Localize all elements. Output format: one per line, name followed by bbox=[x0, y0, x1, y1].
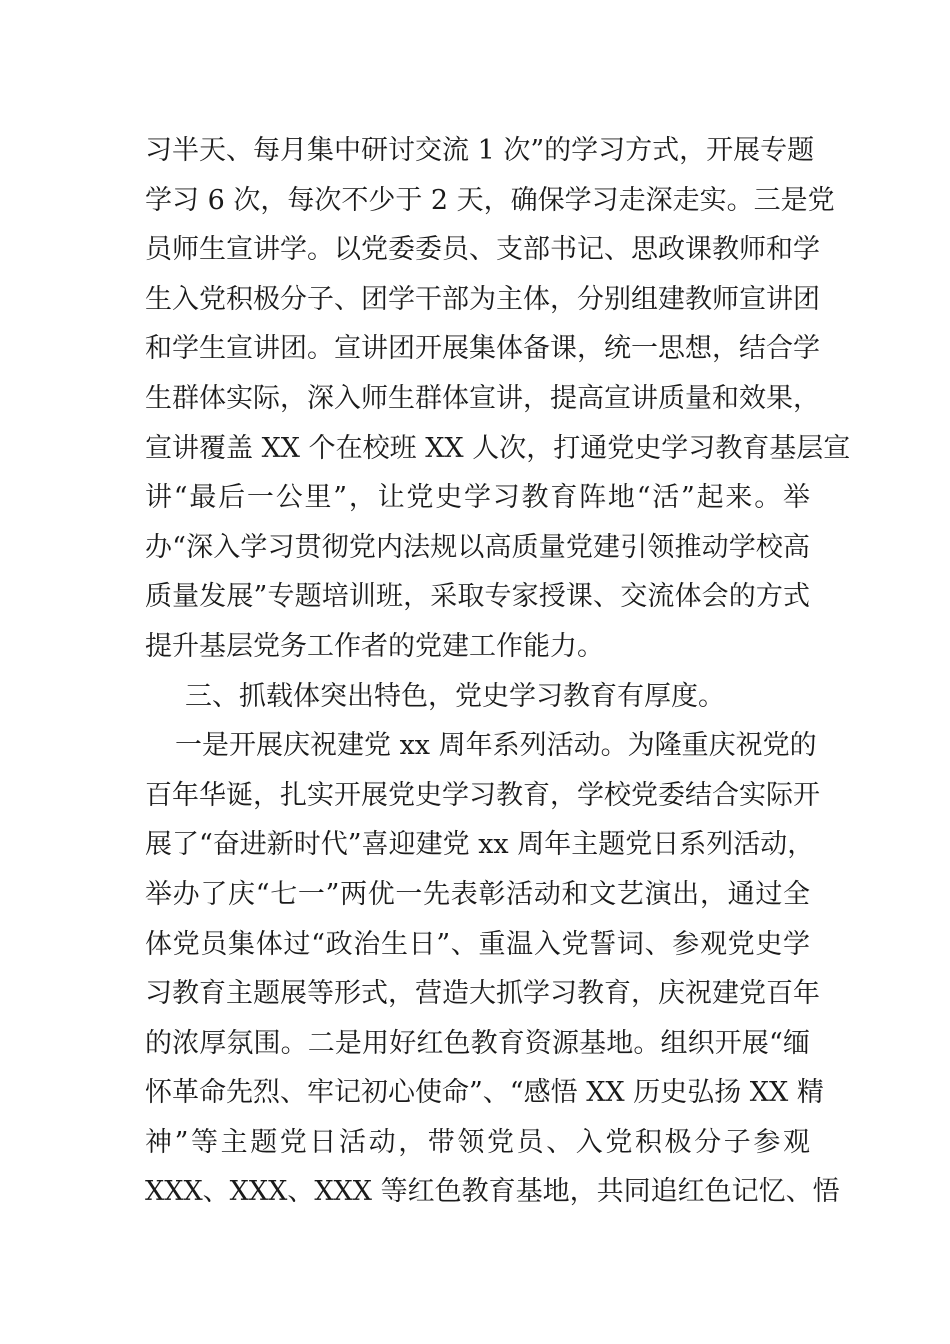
text-line: 宣讲覆盖 XX 个在校班 XX 人次，打通党史学习教育基层宣 bbox=[145, 432, 851, 464]
text-line: 百年华诞，扎实开展党史学习教育，学校党委结合实际开 bbox=[145, 779, 820, 811]
text-line: 员师生宣讲学。以党委委员、支部书记、思政课教师和学 bbox=[145, 234, 820, 266]
text-line: 体党员集体过“政治生日”、重温入党誓词、参观党史学 bbox=[145, 928, 810, 960]
text-line: 办“深入学习贯彻党内法规以高质量党建引领推动学校高 bbox=[145, 531, 810, 563]
body-text bbox=[145, 126, 851, 1217]
text-line: 讲“最后一公里”，让党史学习教育阵地“活”起来。举 bbox=[145, 482, 810, 514]
text-line: 生群体实际，深入师生群体宣讲，提高宣讲质量和效果， bbox=[145, 382, 820, 414]
text-line: 神”等主题党日活动，带领党员、入党积极分子参观 bbox=[145, 1126, 810, 1158]
text-line: 一是开展庆祝建党 xx 周年系列活动。为隆重庆祝党的 bbox=[175, 730, 817, 762]
text-line: 生入党积极分子、团学干部为主体，分别组建教师宣讲团 bbox=[145, 283, 820, 315]
text-line: 举办了庆“七一”两优一先表彰活动和文艺演出，通过全 bbox=[145, 878, 810, 910]
text-line: 习教育主题展等形式，营造大抓学习教育，庆祝建党百年 bbox=[145, 978, 820, 1010]
text-line: 怀革命先烈、牢记初心使命”、“感悟 XX 历史弘扬 XX 精 bbox=[145, 1077, 824, 1109]
text-line: 学习 6 次，每次不少于 2 天，确保学习走深走实。三是党 bbox=[145, 184, 835, 216]
text-line: 展了“奋进新时代”喜迎建党 xx 周年主题党日系列活动， bbox=[145, 829, 815, 861]
text-line: 质量发展”专题培训班，采取专家授课、交流体会的方式 bbox=[145, 581, 810, 613]
text-line: XXX、XXX、XXX 等红色教育基地，共同追红色记忆、悟 bbox=[145, 1176, 840, 1208]
text-line: 的浓厚氛围。二是用好红色教育资源基地。组织开展“缅 bbox=[145, 1027, 810, 1059]
text-line: 提升基层党务工作者的党建工作能力。 bbox=[145, 630, 604, 662]
text-line: 和学生宣讲团。宣讲团开展集体备课，统一思想，结合学 bbox=[145, 333, 820, 365]
text-line: 习半天、每月集中研讨交流 1 次”的学习方式，开展专题 bbox=[145, 135, 815, 166]
section-heading: 三、抓载体突出特色，党史学习教育有厚度。 bbox=[185, 680, 725, 712]
